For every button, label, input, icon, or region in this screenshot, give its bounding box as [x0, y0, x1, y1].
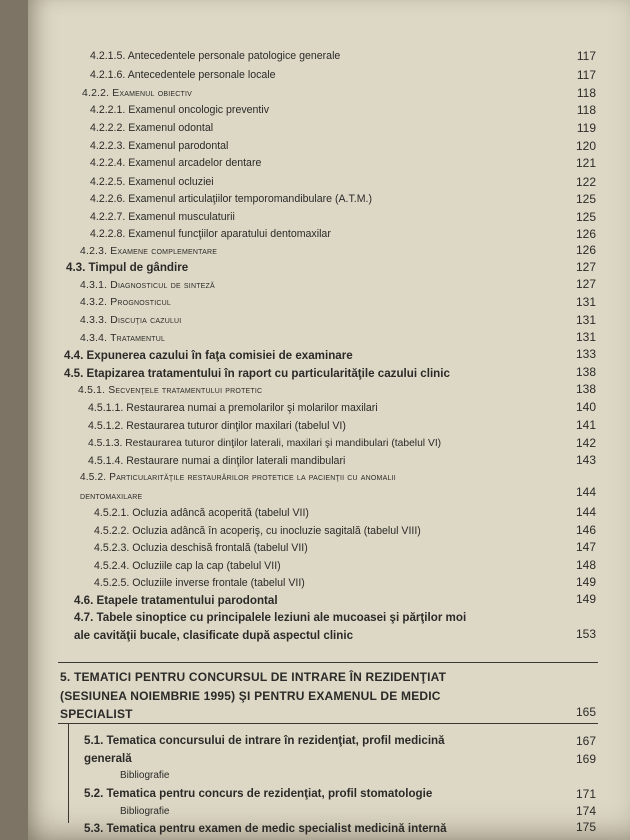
toc-section: ale cavităţii bucale, clasificate după aspectul clinic: [74, 629, 354, 642]
toc-page-number: 153: [575, 627, 596, 641]
toc-entry: 4.5.2.1. Ocluzia adâncă acoperită (tabelul VII): [94, 507, 309, 519]
toc-page-number: 169: [575, 752, 596, 766]
toc-entry: 4.5.2. Particularităţile restaurărilor protetice la pacienţii cu anomalii: [80, 472, 396, 483]
toc-section: 4.4. Expunerea cazului în faţa comisiei de examinare: [64, 349, 353, 362]
chapter-rule-bottom: [58, 723, 598, 724]
toc-page-number: 165: [575, 705, 596, 719]
toc-entry: 4.5.1. Secvenţele tratamentului protetic: [78, 385, 263, 396]
toc-entry: 4.5.2.3. Ocluzia deschisă frontală (tabelul VII): [94, 542, 308, 554]
toc-page-number: 122: [575, 175, 596, 189]
toc-entry: 4.2.3. Examene complementare: [80, 246, 218, 257]
toc-entry: 4.2.2. Examenul obiectiv: [82, 88, 193, 99]
toc-page-number: 144: [575, 505, 596, 519]
toc-page-number: 118: [576, 86, 596, 100]
toc-page-number: 140: [575, 400, 596, 414]
book-page: [28, 0, 630, 840]
toc-page-number: 127: [575, 277, 596, 291]
toc-page-number: 142: [575, 436, 596, 450]
chapter-title: 5. TEMATICI PENTRU CONCURSUL DE INTRARE ÎN REZIDENŢIAT: [60, 670, 447, 684]
toc-page-number: 120: [575, 139, 596, 153]
toc-entry: 4.2.2.6. Examenul articulaţiilor temporomandibulare (A.T.M.): [90, 193, 373, 205]
toc-entry: 4.5.2.5. Ocluziile inverse frontale (tabelul VII): [94, 577, 305, 589]
toc-entry: 4.3.1. Diagnosticul de sinteză: [80, 280, 215, 291]
toc-page-number: 117: [576, 68, 596, 82]
toc-page-number: 125: [575, 210, 596, 224]
toc-page-number: 141: [575, 418, 596, 432]
toc-entry: 4.5.2.2. Ocluzia adâncă în acoperiş, cu inocluzie sagitală (tabelul VIII): [94, 525, 421, 537]
toc-page-number: 143: [575, 453, 596, 467]
toc-entry: 4.5.1.1. Restaurarea numai a premolarilor şi molarilor maxilari: [88, 402, 378, 414]
toc-page-number: 167: [575, 734, 596, 748]
toc-section: 4.3. Timpul de gândire: [66, 261, 189, 274]
toc-entry: 4.3.2. Prognosticul: [80, 297, 171, 308]
toc-page-number: 127: [575, 260, 596, 274]
toc-section: 5.2. Tematica pentru concurs de rezidenţiat, profil stomatologie: [84, 787, 433, 800]
toc-page-number: 171: [575, 787, 596, 801]
toc-page-number: 149: [575, 575, 596, 589]
toc-entry: 4.2.2.4. Examenul arcadelor dentare: [90, 157, 262, 169]
toc-entry: 4.2.2.1. Examenul oncologic preventiv: [90, 104, 270, 116]
toc-page-number: 131: [575, 313, 596, 327]
chapter-rule-top: [58, 662, 598, 663]
toc-entry: 4.2.2.7. Examenul musculaturii: [90, 211, 235, 223]
toc-entry: 4.5.1.2. Restaurarea tuturor dinţilor maxilari (tabelul VI): [88, 420, 346, 432]
toc-section: 5.1. Tematica concursului de intrare în rezidenţiat, profil medicină: [84, 734, 445, 747]
toc-entry: 4.2.2.5. Examenul ocluziei: [90, 176, 214, 188]
toc-page-number: 138: [575, 382, 596, 396]
toc-entry: 4.5.1.3. Restaurarea tuturor dinţilor laterali, maxilari şi mandibulari (tabelul VI): [88, 438, 442, 449]
toc-entry: 4.5.1.4. Restaurare numai a dinţilor laterali mandibulari: [88, 455, 346, 467]
toc-section: 4.6. Etapele tratamentului parodontal: [74, 594, 278, 607]
toc-page-number: 131: [575, 330, 596, 344]
toc-page-number: 147: [575, 540, 596, 554]
toc-entry: 4.2.2.3. Examenul parodontal: [90, 140, 229, 152]
toc-page-number: 131: [575, 295, 596, 309]
toc-section: generală: [84, 752, 132, 765]
toc-entry: Bibliografie: [120, 770, 170, 781]
toc-page-number: 126: [575, 243, 596, 257]
toc-entry: 4.2.1.5. Antecedentele personale patologice generale: [90, 50, 341, 62]
toc-entry: Bibliografie: [120, 806, 170, 817]
chapter-title: (SESIUNEA NOIEMBRIE 1995) ŞI PENTRU EXAMENUL DE MEDIC: [60, 689, 441, 703]
toc-entry: 4.3.4. Tratamentul: [80, 333, 166, 344]
toc-entry: 4.5.2.4. Ocluziile cap la cap (tabelul VII): [94, 560, 281, 572]
toc-page-number: 175: [575, 820, 596, 834]
toc-entry: 4.2.1.6. Antecedentele personale locale: [90, 69, 276, 81]
toc-page-number: 149: [575, 592, 596, 606]
toc-entry: 4.2.2.2. Examenul odontal: [90, 122, 214, 134]
toc-section: 4.7. Tabele sinoptice cu principalele leziuni ale mucoasei şi părţilor moi: [74, 611, 467, 624]
toc-page-number: 144: [575, 485, 596, 499]
toc-page-number: 117: [576, 49, 596, 63]
toc-page-number: 125: [575, 192, 596, 206]
toc-page-number: 121: [575, 156, 596, 170]
toc-page-number: 138: [575, 365, 596, 379]
toc-section: 5.3. Tematica pentru examen de medic specialist medicină internă: [84, 822, 447, 835]
toc-page-number: 118: [576, 103, 596, 117]
toc-page-number: 119: [576, 121, 596, 135]
toc-section: 4.5. Etapizarea tratamentului în raport cu particularităţile cazului clinic: [64, 367, 450, 380]
toc-entry: 4.2.2.8. Examenul funcţiilor aparatului dentomaxilar: [90, 228, 331, 240]
toc-entry: dentomaxilare: [80, 491, 143, 502]
chapter-title: SPECIALIST: [60, 707, 133, 721]
toc-page-number: 146: [575, 523, 596, 537]
toc-page-number: 133: [575, 347, 596, 361]
toc-entry: 4.3.3. Discuţia cazului: [80, 315, 182, 326]
toc-page-number: 126: [575, 227, 596, 241]
section-bracket: [68, 723, 69, 823]
toc-page-number: 148: [575, 558, 596, 572]
toc-page-number: 174: [575, 804, 596, 818]
